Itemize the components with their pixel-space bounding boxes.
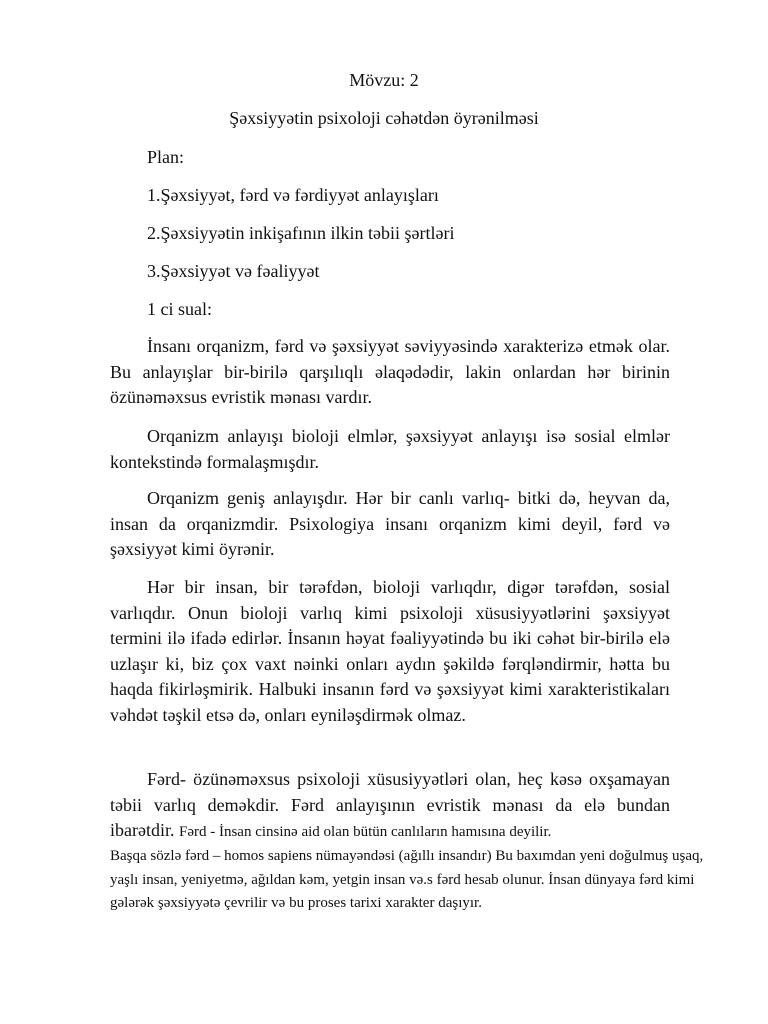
paragraph-3: Orqanizm geniş anlayışdır. Hər bir canlı varlıq- bitki də, heyvan da, insan da orqanizmdir. Psixologiya insanı orqanizm kimi deyil, fərd və şəxsiyyət kimi öyrənir. <box>110 488 670 559</box>
paragraph-5-main: Fərd- özünəməxsus psixoloji xüsusiyyətləri olan, heç kəsə oxşamayan təbii varlıq deməkdir. Fərd anlayışının evristik mənası da elə bundan ibarətdir. <box>110 769 670 840</box>
paragraph-4: Hər bir insan, bir tərəfdən, bioloji varlıqdır, digər tərəfdən, sosial varlıqdır. Onun bioloji varlıq kimi psixoloji xüsusiyyətlərini şəxsiyyət termini ilə ifadə edirlər. İnsanın həyat fəaliyyətində bu iki cəhət bir-birilə elə uzlaşır ki, biz çox vaxt nəinki onları aydın şəkildə fərqləndirmir, hətta bu haqda fikirləşmirik. Halbuki insanın fərd və şəxsiyyət kimi xarakteristikaları vəhdət təşkil etsə də, onları eyniləşdirmək olmaz. <box>110 577 670 725</box>
closing-small-text: Başqa sözlə fərd – homos sapiens nümayəndəsi (ağıllı insandır) Bu baxımdan yeni doğulmuş uşaq, yaşlı insan, yeniyetmə, ağıldan kəm, yetgin insan və.s fərd hesab olunur. İnsan dünyaya fərd kimi gələrək şəxsiyyətə çevrilir və bu proses tarixi xarakter daşıyır. <box>110 848 704 911</box>
document-title: Şəxsiyyətin psixoloji cəhətdən öyrənilməsi <box>229 108 539 128</box>
plan-item-1: 1.Şəxsiyyət, fərd və fərdiyyət anlayışları <box>147 185 439 205</box>
plan-item-2: 2.Şəxsiyyətin inkişafının ilkin təbii şərtləri <box>147 223 455 243</box>
topic-heading: Mövzu: 2 <box>349 70 419 90</box>
paragraph-5 <box>110 767 670 846</box>
paragraph-5-small-text: Fərd - İnsan cinsinə aid olan bütün canlıların hamısına deyilir. <box>178 824 552 840</box>
plan-item-3: 3.Şəxsiyyət və fəaliyyət <box>147 261 320 281</box>
plan-label: Plan: <box>147 147 185 167</box>
paragraph-2: Orqanizm anlayışı bioloji elmlər, şəxsiyyət anlayışı isə sosial elmlər kontekstində formalaşmışdır. <box>110 426 670 472</box>
question-label: 1 ci sual: <box>147 299 212 319</box>
paragraph-1: İnsanı orqanizm, fərd və şəxsiyyət səviyyəsində xarakterizə etmək olar. Bu anlayışlar bir-birilə qarşılıqlı əlaqədədir, lakin onlardan hər birinin özünəməxsus evristik mənası vardır. <box>110 336 670 407</box>
